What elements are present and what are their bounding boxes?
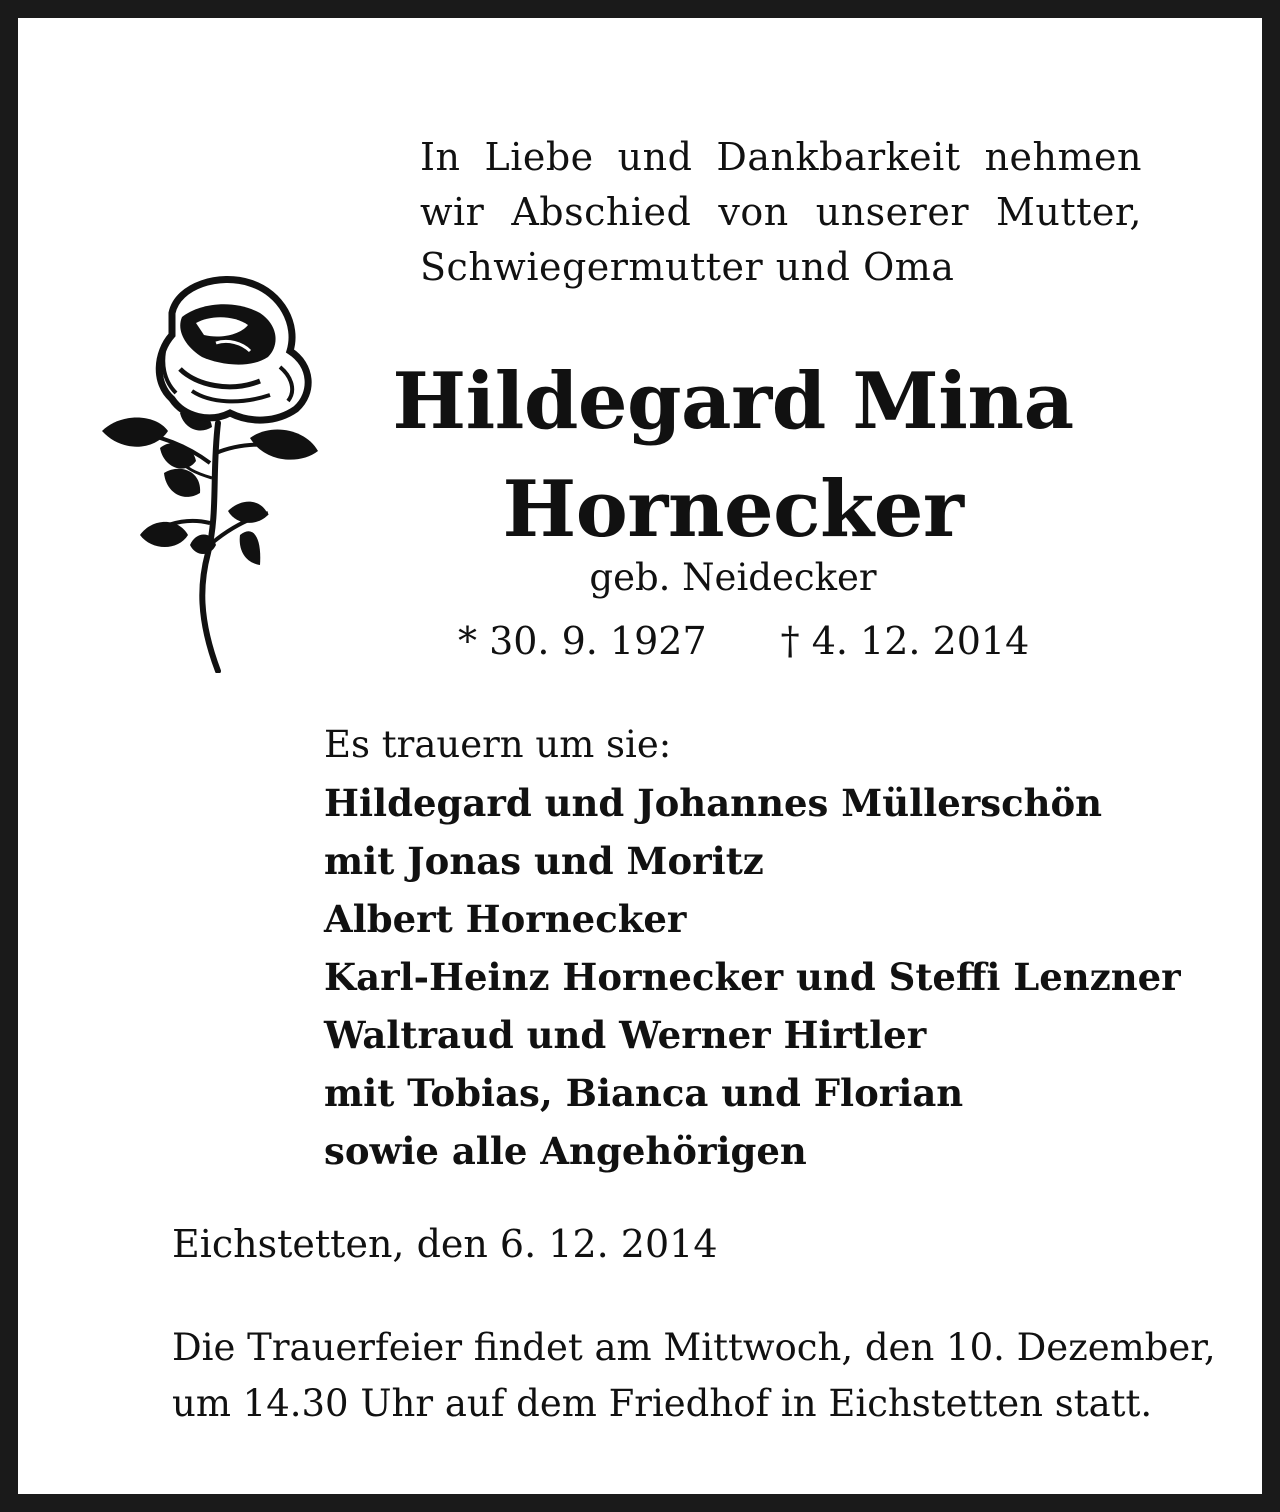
deceased-first-names: Hildegard Mina: [392, 356, 1074, 447]
birth-name: geb. Neidecker: [589, 556, 877, 599]
mourner-line: sowie alle Angehörigen: [324, 1129, 807, 1173]
funeral-service-info: [172, 1320, 1216, 1432]
mourners-list: [324, 716, 1181, 1180]
deceased-name: [348, 348, 1118, 564]
intro-text: [420, 130, 1142, 295]
death-date: † 4. 12. 2014: [780, 619, 1030, 663]
intro-line: wir Abschied von unserer Mutter,: [420, 190, 1142, 234]
rose-icon: [100, 273, 320, 673]
intro-line: Schwiegermutter und Oma: [420, 245, 955, 289]
service-line: um 14.30 Uhr auf dem Friedhof in Eichstetten statt.: [172, 1382, 1153, 1425]
place-and-date: Eichstetten, den 6. 12. 2014: [172, 1222, 718, 1266]
intro-line: In Liebe und Dankbarkeit nehmen: [420, 135, 1142, 179]
service-line: Die Trauerfeier findet am Mittwoch, den 10. Dezember,: [172, 1326, 1216, 1369]
deceased-surname: Hornecker: [502, 464, 964, 555]
mourners-heading: Es trauern um sie:: [324, 723, 672, 766]
mourner-line: Hildegard und Johannes Müllerschön: [324, 781, 1103, 825]
mourner-line: Karl-Heinz Hornecker und Steffi Lenzner: [324, 955, 1181, 999]
life-dates: [458, 614, 1029, 668]
birth-date: * 30. 9. 1927: [458, 619, 707, 663]
mourner-line: Waltraud und Werner Hirtler: [324, 1013, 927, 1057]
mourner-line: Albert Hornecker: [324, 897, 687, 941]
mourner-line: mit Jonas und Moritz: [324, 839, 764, 883]
mourner-line: mit Tobias, Bianca und Florian: [324, 1071, 964, 1115]
